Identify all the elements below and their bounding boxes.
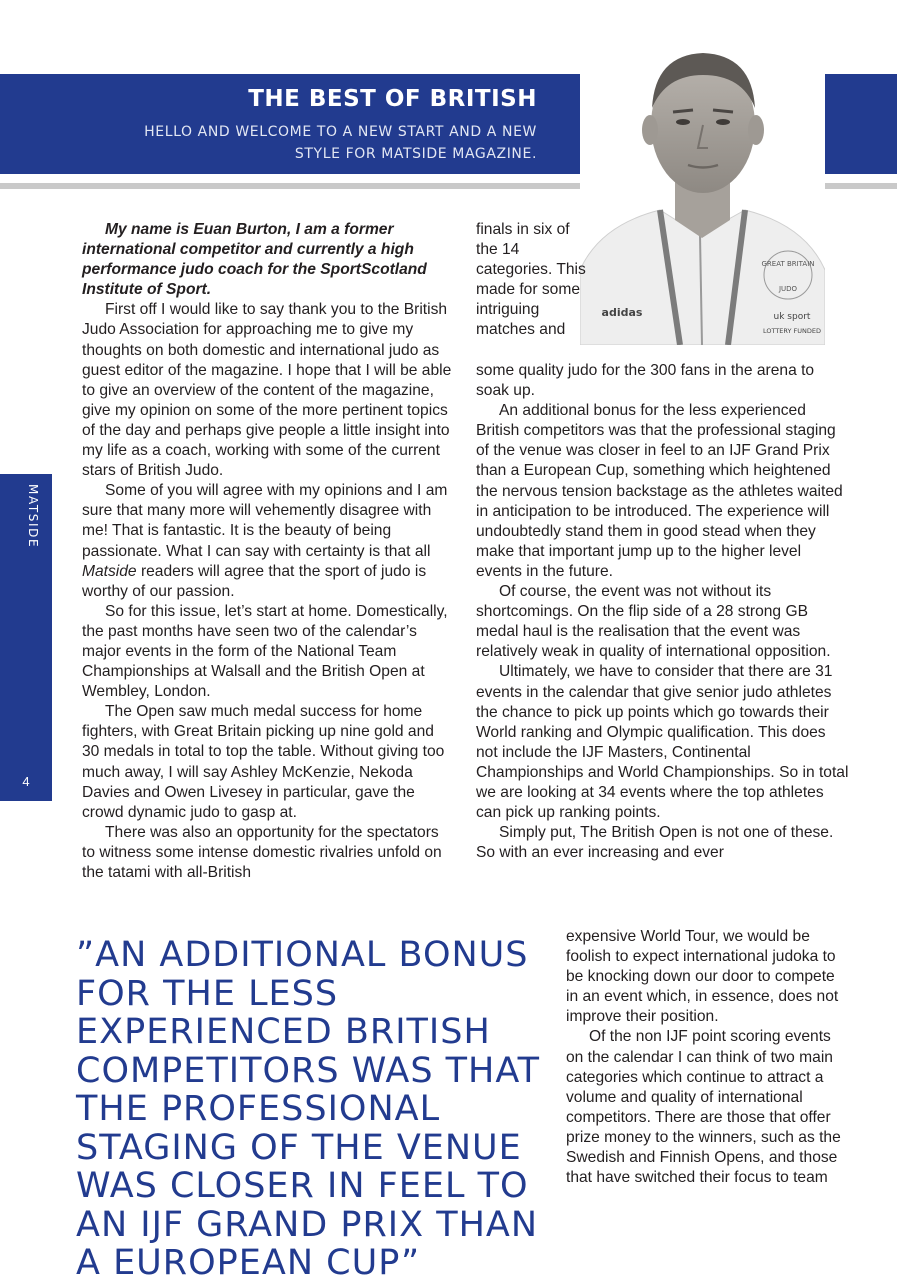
paragraph: Of the non IJF point scoring events on the calendar I can think of two main categories which continue to attract a volume and quality of international competitors. There are those that offer prize money to the winners, such as the Swedish and Finnish Opens, and those that have switched their focus to team <box>566 1028 841 1187</box>
article-column-1 <box>82 220 452 883</box>
lead-paragraph: My name is Euan Burton, I am a former international competitor and currently a high performance judo coach for the SportScotland Institute of Sport. <box>82 221 427 299</box>
section-label: MATSIDE <box>26 484 40 549</box>
badge-title: GREAT BRITAIN <box>761 260 815 268</box>
article-column-2-narrow <box>476 220 586 341</box>
paragraph: Ultimately, we have to consider that there are 31 events in the calendar that give senior judo athletes the chance to pick up points which go towards their World ranking and Olympic qualification. This does not include the IJF Masters, Continental Championships and World Championships. So in total we are looking at 34 events where the top athletes can pick up ranking points. <box>476 663 849 822</box>
article-column-2 <box>476 361 851 863</box>
pull-quote: ”AN ADDITIONAL BONUS FOR THE LESS EXPERIENCED BRITISH COMPETITORS WAS THAT THE PROFESSIONAL STAGING OF THE VENUE WAS CLOSER IN FEEL TO AN IJF GRAND PRIX THAN A EUROPEAN CUP” <box>76 935 540 1283</box>
paragraph: The Open saw much medal success for home fighters, with Great Britain picking up nine gold and 30 medals in total to top the table. Without giving too much away, I will say Ashley McKenzie, Nekoda Davies and Owen Livesey in particular, gave the crowd dynamic judo to gasp at. <box>82 703 445 821</box>
sponsor-logo: uk sport <box>773 312 811 322</box>
page-title: THE BEST OF BRITISH <box>248 86 537 112</box>
paragraph: First off I would like to say thank you to the British Judo Association for approaching me to give my thoughts on both domestic and international judo as guest editor of the magazine. I hope that I will be able to give an overview of the content of the magazine, give my opinion on some of the more pertinent topics of the day and perhaps give people a little insight into my life as a coach, working with some of the current stars of British Judo. <box>82 301 452 480</box>
paragraph-continued: finals in six of the 14 categories. This made for some intriguing matches and <box>476 221 586 339</box>
lottery-logo: LOTTERY FUNDED <box>762 327 822 335</box>
magazine-name: Matside <box>82 562 137 580</box>
header-rule <box>0 183 580 189</box>
paragraph: Simply put, The British Open is not one of these. So with an ever increasing and ever <box>476 824 834 862</box>
author-photo <box>580 20 825 345</box>
author-portrait-illustration <box>580 20 825 345</box>
paragraph: There was also an opportunity for the spectators to witness some intense domestic rivalries unfold on the tatami with all-British <box>82 823 442 881</box>
badge-sub: JUDO <box>778 285 798 293</box>
paragraph-continued: some quality judo for the 300 fans in the arena to soak up. <box>476 362 815 400</box>
paragraph: An additional bonus for the less experienced British competitors was that the professional staging of the venue was closer in feel to an IJF Grand Prix than a European Cup, something which heightened the nervous tension backstage as the athletes waited in anticipation to be introduced. The experience will undoubtedly stand them in good stead when they make that important jump up to the higher level events in the future. <box>476 402 843 580</box>
paragraph-continued: expensive World Tour, we would be foolish to expect international judoka to be knocking down our door to compete in an event which, in essence, does not improve their position. <box>566 928 839 1026</box>
header-rule-right <box>825 183 897 189</box>
page-subtitle: HELLO AND WELCOME TO A NEW START AND A NEW STYLE FOR MATSIDE MAGAZINE. <box>144 124 537 162</box>
brand-logo: adidas <box>601 306 643 319</box>
paragraph: Some of you will agree with my opinions and I am sure that many more will vehemently disagree with me! That is fantastic. It is the beauty of being passionate. What I can say with certainty is that all Matside readers will agree that the sport of judo is worthy of our passion. <box>82 482 448 600</box>
paragraph: So for this issue, let’s start at home. Domestically, the past months have seen two of the calendar’s major events in the form of the National Team Championships at Walsall and the British Open at Wembley, London. <box>82 602 448 701</box>
page-number: 4 <box>22 774 30 789</box>
paragraph: Of course, the event was not without its shortcomings. On the flip side of a 28 strong GB medal haul is the realisation that the event was relatively weak in quality of international opposition. <box>476 583 831 661</box>
header-banner-right <box>825 74 897 174</box>
article-column-3 <box>566 927 851 1188</box>
